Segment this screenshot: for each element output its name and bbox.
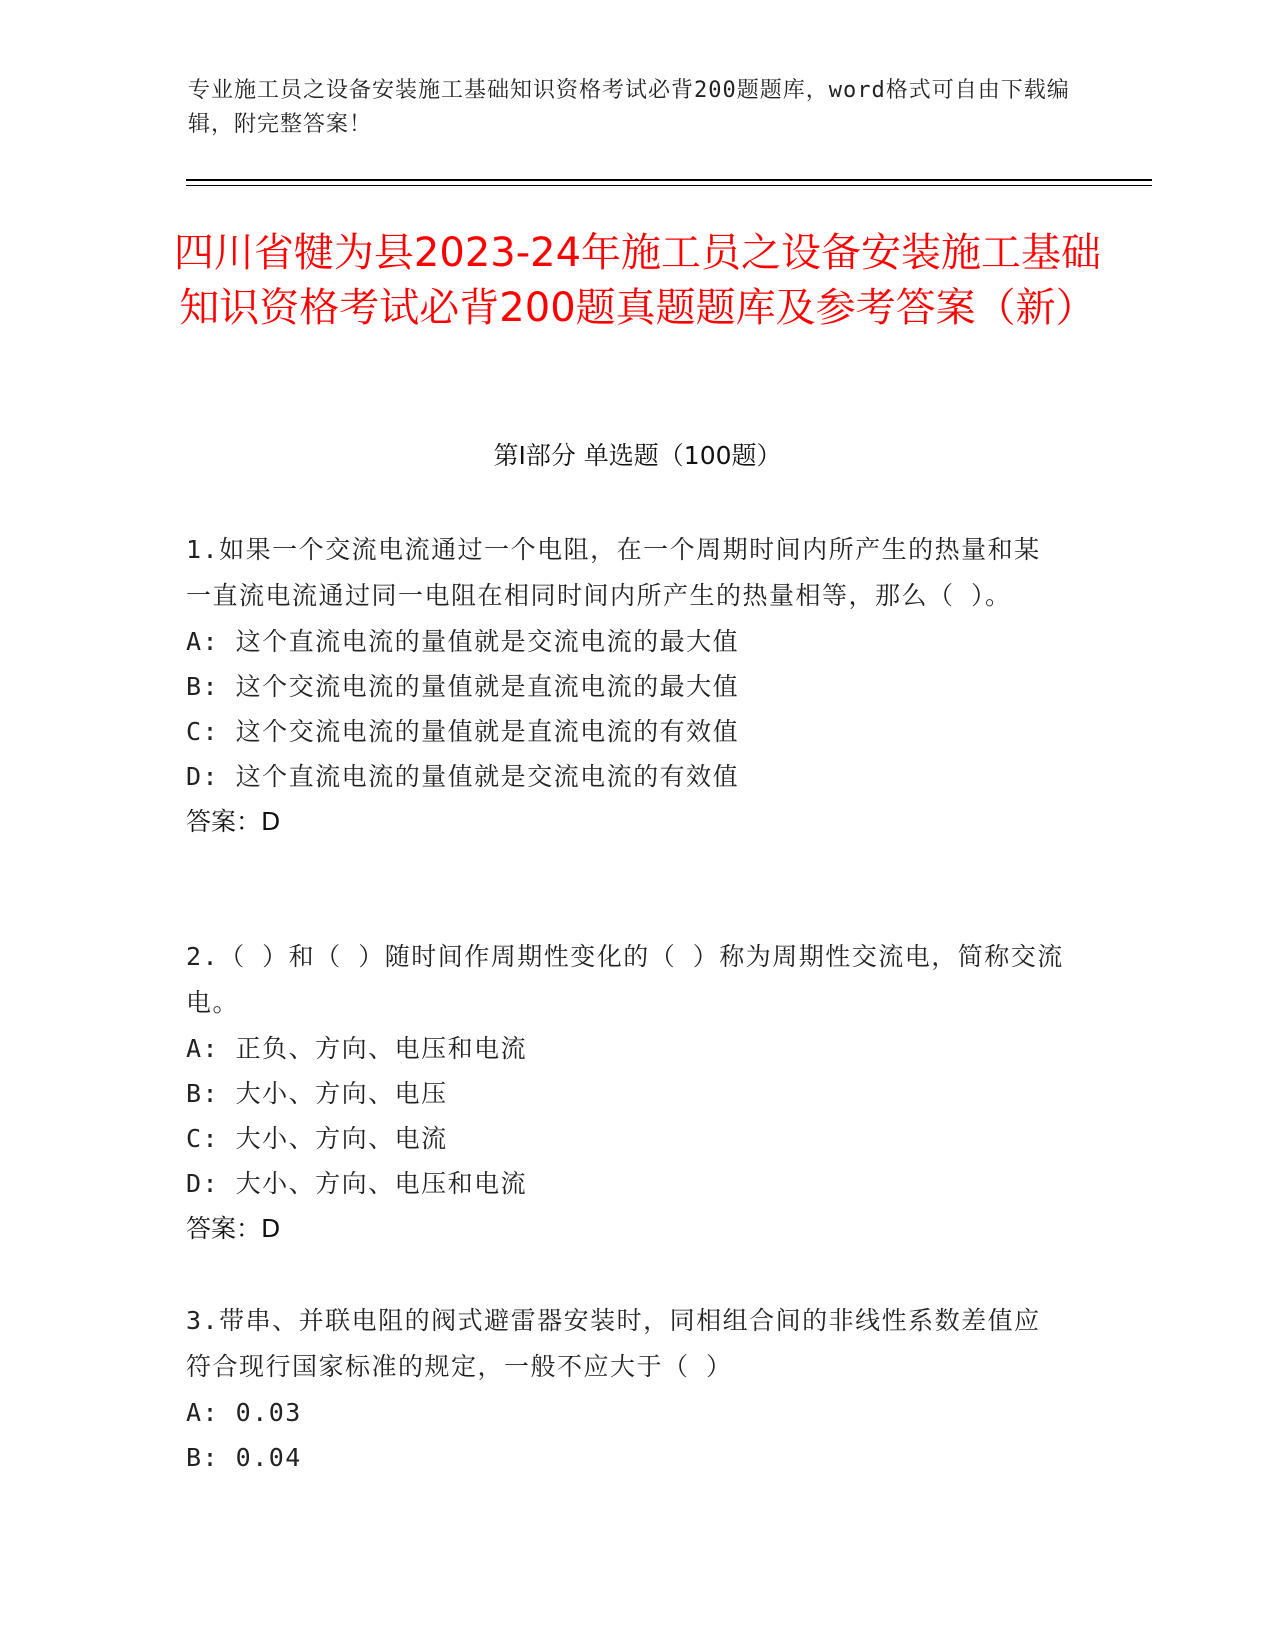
question-2: [186, 934, 1066, 1251]
question-1: [186, 527, 1066, 844]
option-d: D: 这个直流电流的量值就是交流电流的有效值: [186, 762, 740, 791]
question-stem: 1.如果一个交流电流通过一个电阻，在一个周期时间内所产生的热量和某一直流电流通过同一电阻在相同时间内所产生的热量相等，那么（ ）。: [186, 535, 1041, 610]
question-3: [186, 1298, 1066, 1480]
header-divider-thin: [186, 185, 1152, 186]
question-stem: 3.带串、并联电阻的阀式避雷器安装时，同相组合间的非线性系数差值应符合现行国家标准的规定，一般不应大于（ ）: [186, 1306, 1041, 1381]
option-c: C: 这个交流电流的量值就是直流电流的有效值: [186, 717, 740, 746]
option-b: B: 0.04: [186, 1443, 302, 1472]
answer: 答案：D: [186, 807, 281, 836]
option-a: A: 这个直流电流的量值就是交流电流的最大值: [186, 627, 740, 656]
option-b: B: 这个交流电流的量值就是直流电流的最大值: [186, 672, 740, 701]
document-title: 四川省犍为县2023-24年施工员之设备安装施工基础知识资格考试必背200题真题题库及参考答案（新）: [173, 230, 1102, 331]
answer: 答案：D: [186, 1214, 281, 1243]
option-c: C: 大小、方向、电流: [186, 1124, 448, 1153]
question-stem: 2.（ ）和（ ）随时间作周期性变化的（ ）称为周期性交流电，简称交流电。: [186, 942, 1064, 1017]
section-heading: 第I部分 单选题（100题）: [493, 441, 782, 470]
option-d: D: 大小、方向、电压和电流: [186, 1169, 528, 1198]
header-divider-thick: [186, 179, 1152, 181]
option-b: B: 大小、方向、电压: [186, 1079, 448, 1108]
option-a: A: 正负、方向、电压和电流: [186, 1034, 528, 1063]
option-a: A: 0.03: [186, 1398, 302, 1427]
header-note: 专业施工员之设备安装施工基础知识资格考试必背200题题库，word格式可自由下载编辑，附完整答案！: [188, 78, 1070, 137]
